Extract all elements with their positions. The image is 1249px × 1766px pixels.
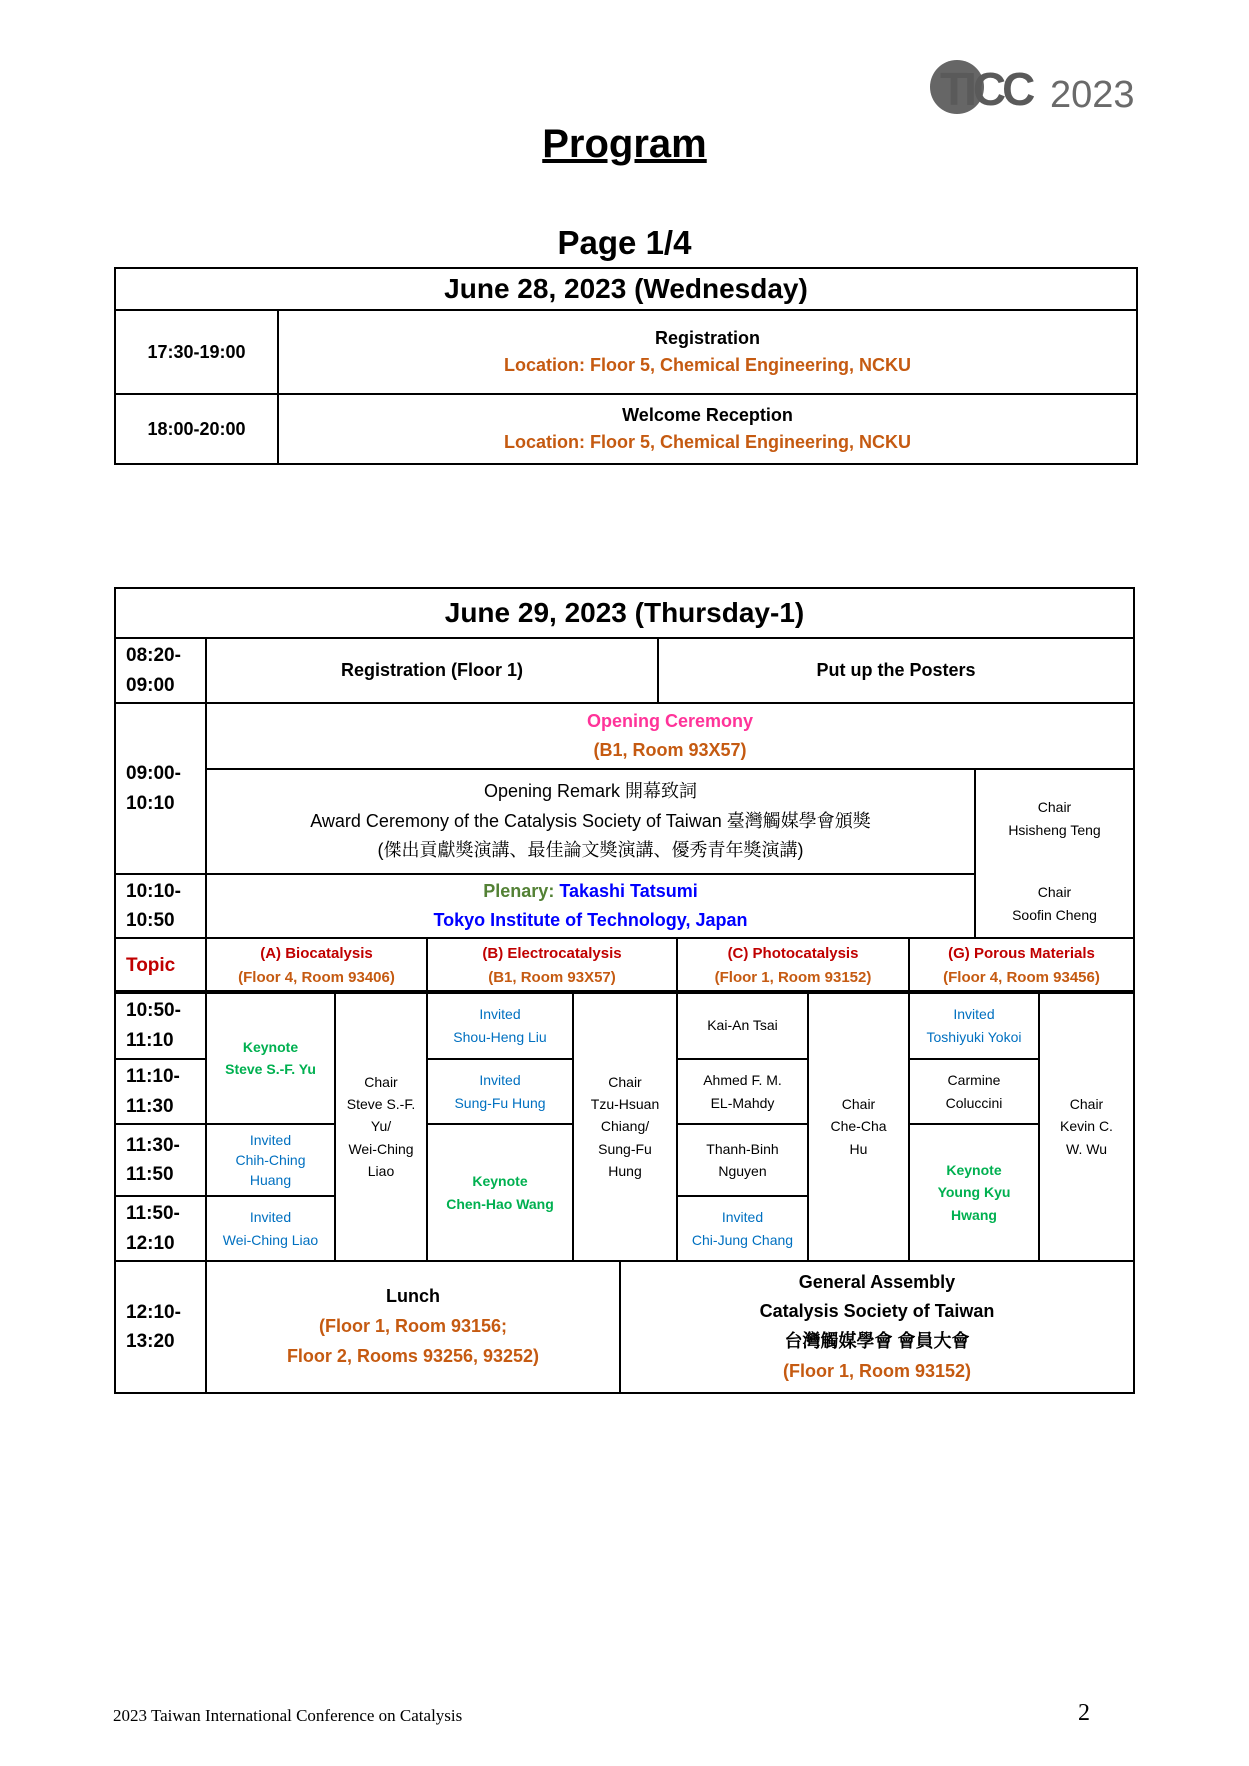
speaker: Chen-Hao Wang xyxy=(446,1195,554,1212)
time-end: 09:00 xyxy=(126,674,175,696)
time-slot xyxy=(114,1123,207,1197)
day1-heading: June 28, 2023 (Wednesday) xyxy=(114,267,1138,311)
talk-type: Invited xyxy=(249,1131,292,1148)
talk-type: Invited xyxy=(479,1072,521,1089)
opening-title: Opening Ceremony xyxy=(586,711,754,732)
ticc-logo xyxy=(928,58,1138,118)
speaker: Steve S.-F. Yu xyxy=(225,1061,316,1077)
talk-invited xyxy=(205,1195,336,1262)
topic-room: (B1, Room 93X57) xyxy=(488,968,616,986)
time-end: 10:50 xyxy=(126,910,175,931)
speaker: Carmine xyxy=(947,1072,1001,1089)
talk-keynote xyxy=(426,1123,574,1262)
topic-name: (A) Biocatalysis xyxy=(260,944,373,962)
talk-invited xyxy=(205,1123,336,1197)
event-location: Location: Floor 5, Chemical Engineering, NCKU xyxy=(503,355,912,375)
time-end: 13:20 xyxy=(126,1331,175,1352)
general-assembly-cell xyxy=(619,1260,1135,1394)
chair-soofin-cheng xyxy=(974,881,1135,927)
chair-name: W. Wu xyxy=(1066,1140,1107,1157)
chair-name: Hu xyxy=(849,1140,868,1157)
time-slot xyxy=(114,1195,207,1262)
chair-label: Chair xyxy=(1037,884,1072,900)
plenary-speaker: Takashi Tatsumi xyxy=(559,881,698,902)
topic-label: Topic xyxy=(114,937,207,994)
time-end: 12:10 xyxy=(126,1232,175,1254)
opening-location: (B1, Room 93X57) xyxy=(593,740,747,760)
speaker: Toshiyuki Yokoi xyxy=(926,1028,1022,1045)
talk-keynote xyxy=(205,991,336,1125)
remark-line: Award Ceremony of the Catalysis Society of Taiwan 臺灣觸媒學會頒獎 xyxy=(310,810,871,831)
time-start: 12:10- xyxy=(126,1301,181,1323)
time-slot xyxy=(114,1260,207,1394)
chair-hsisheng-teng xyxy=(974,796,1135,842)
speaker: Kai-An Tsai xyxy=(707,1017,778,1034)
speaker: Shou-Heng Liu xyxy=(453,1028,547,1045)
plenary-affiliation: Tokyo Institute of Technology, Japan xyxy=(433,910,748,930)
day2-heading: June 29, 2023 (Thursday-1) xyxy=(114,587,1135,639)
time-slot xyxy=(114,873,207,939)
lunch-title: Lunch xyxy=(386,1286,440,1307)
chair-name: Hsisheng Teng xyxy=(1008,822,1101,839)
page-number: 2 xyxy=(1078,1700,1090,1726)
time-slot xyxy=(114,702,207,875)
footer-text: 2023 Taiwan International Conference on Catalysis xyxy=(113,1706,463,1725)
speaker: Chih-Ching xyxy=(235,1151,306,1168)
opening-ceremony-cell xyxy=(205,702,1135,770)
registration-cell: Registration (Floor 1) xyxy=(205,637,659,704)
time-start: 11:50- xyxy=(126,1203,180,1225)
time-slot xyxy=(114,637,207,704)
assembly-location: (Floor 1, Room 93152) xyxy=(782,1360,972,1381)
event-title: Registration xyxy=(654,328,760,348)
chair-label: Chair xyxy=(608,1073,642,1090)
day1-event xyxy=(277,393,1138,465)
time-end: 11:10 xyxy=(126,1029,174,1051)
lunch-location: Floor 2, Rooms 93256, 93252) xyxy=(286,1345,540,1366)
event-title: Welcome Reception xyxy=(622,405,793,425)
chair-label: Chair xyxy=(1037,799,1072,815)
chair-cell xyxy=(334,991,428,1262)
logo-text: TICC xyxy=(940,63,1032,115)
time-slot xyxy=(114,1058,207,1125)
topic-name: (G) Porous Materials xyxy=(948,944,1095,962)
time-end: 11:50 xyxy=(126,1164,174,1185)
chair-name: Yu/ xyxy=(370,1118,392,1135)
logo-year: 2023 xyxy=(1050,74,1135,116)
time-start: 10:10- xyxy=(126,880,181,902)
chair-name: Liao xyxy=(367,1163,395,1180)
speaker: Thanh-Binh xyxy=(706,1140,779,1157)
speaker: Chi-Jung Chang xyxy=(691,1231,794,1248)
speaker: EL-Mahdy xyxy=(710,1094,775,1111)
talk-type: Keynote xyxy=(242,1038,299,1055)
talk xyxy=(676,1058,809,1125)
talk xyxy=(908,1058,1040,1125)
speaker: Wei-Ching Liao xyxy=(222,1231,319,1248)
talk-invited xyxy=(426,991,574,1060)
chair-name: Chiang/ xyxy=(600,1118,650,1135)
speaker: Nguyen xyxy=(718,1163,767,1179)
plenary-cell xyxy=(205,873,976,939)
event-location: Location: Floor 5, Chemical Engineering, NCKU xyxy=(503,432,912,452)
chair-name: Soofin Cheng xyxy=(1012,907,1097,924)
chair-name: Wei-Ching xyxy=(348,1140,414,1157)
topic-room: (Floor 4, Room 93406) xyxy=(238,968,395,986)
opening-remark-cell xyxy=(205,768,976,875)
talk-type: Keynote xyxy=(946,1161,1002,1178)
day1-event xyxy=(277,309,1138,395)
time-end: 11:30 xyxy=(126,1095,174,1117)
speaker: Hwang xyxy=(951,1206,997,1223)
chair-name: Sung-Fu xyxy=(598,1140,652,1157)
plenary-label: Plenary: xyxy=(483,881,555,902)
page-title: Program xyxy=(542,122,707,166)
topic-c xyxy=(676,937,910,994)
talk-type: Invited xyxy=(953,1006,995,1023)
lunch-location: (Floor 1, Room 93156; xyxy=(318,1316,508,1337)
talk-invited xyxy=(676,1195,809,1262)
talk-invited xyxy=(908,991,1040,1060)
chair-name: Che-Cha xyxy=(830,1118,887,1135)
speaker: Huang xyxy=(249,1172,292,1189)
speaker: Ahmed F. M. xyxy=(703,1072,782,1089)
topic-g xyxy=(908,937,1135,994)
day1-time: 18:00-20:00 xyxy=(114,393,279,465)
talk-type: Invited xyxy=(479,1006,521,1023)
topic-room: (Floor 4, Room 93456) xyxy=(943,968,1100,986)
speaker: Young Kyu xyxy=(937,1184,1011,1201)
chair-name: Kevin C. xyxy=(1060,1118,1113,1135)
topic-name: (B) Electrocatalysis xyxy=(482,944,622,962)
talk-type: Invited xyxy=(249,1209,292,1226)
talk xyxy=(676,1123,809,1197)
day1-time: 17:30-19:00 xyxy=(114,309,279,395)
assembly-line: General Assembly xyxy=(798,1271,956,1292)
topic-room: (Floor 1, Room 93152) xyxy=(714,968,872,986)
topic-a xyxy=(205,937,428,994)
speaker: Coluccini xyxy=(945,1094,1003,1111)
time-start: 10:50- xyxy=(126,1000,181,1022)
time-start: 11:10- xyxy=(126,1066,180,1088)
assembly-line: Catalysis Society of Taiwan xyxy=(759,1301,995,1322)
time-slot xyxy=(114,991,207,1060)
speaker: Sung-Fu Hung xyxy=(454,1094,546,1111)
chair-name: Steve S.-F. xyxy=(346,1095,416,1112)
remark-line: (傑出貢獻獎演講、最佳論文獎演講、優秀青年獎演講) xyxy=(377,840,804,861)
topic-name: (C) Photocatalysis xyxy=(727,944,859,962)
chair-label: Chair xyxy=(1069,1095,1104,1112)
posters-cell: Put up the Posters xyxy=(657,637,1135,704)
chair-cell xyxy=(1038,991,1135,1262)
time-start: 11:30- xyxy=(126,1134,180,1156)
chair-cell xyxy=(572,991,678,1262)
remark-line: Opening Remark 開幕致詞 xyxy=(483,780,698,801)
chair-label: Chair xyxy=(364,1073,398,1090)
talk-type: Keynote xyxy=(472,1173,528,1190)
assembly-line: 台灣觸媒學會 會員大會 xyxy=(784,1331,970,1351)
talk-type: Invited xyxy=(721,1209,764,1226)
page-label: Page 1/4 xyxy=(557,224,692,261)
talk-keynote xyxy=(908,1123,1040,1262)
time-start: 09:00- xyxy=(126,763,181,785)
chair-cell xyxy=(807,991,910,1262)
time-start: 08:20- xyxy=(126,645,181,667)
time-end: 10:10 xyxy=(126,792,175,814)
chair-name: Hung xyxy=(608,1163,642,1180)
talk xyxy=(676,991,809,1060)
talk-invited xyxy=(426,1058,574,1125)
topic-b xyxy=(426,937,678,994)
chair-label: Chair xyxy=(841,1095,876,1112)
lunch-cell xyxy=(205,1260,621,1394)
topic-divider xyxy=(114,990,1135,993)
chair-name: Tzu-Hsuan xyxy=(590,1095,660,1112)
